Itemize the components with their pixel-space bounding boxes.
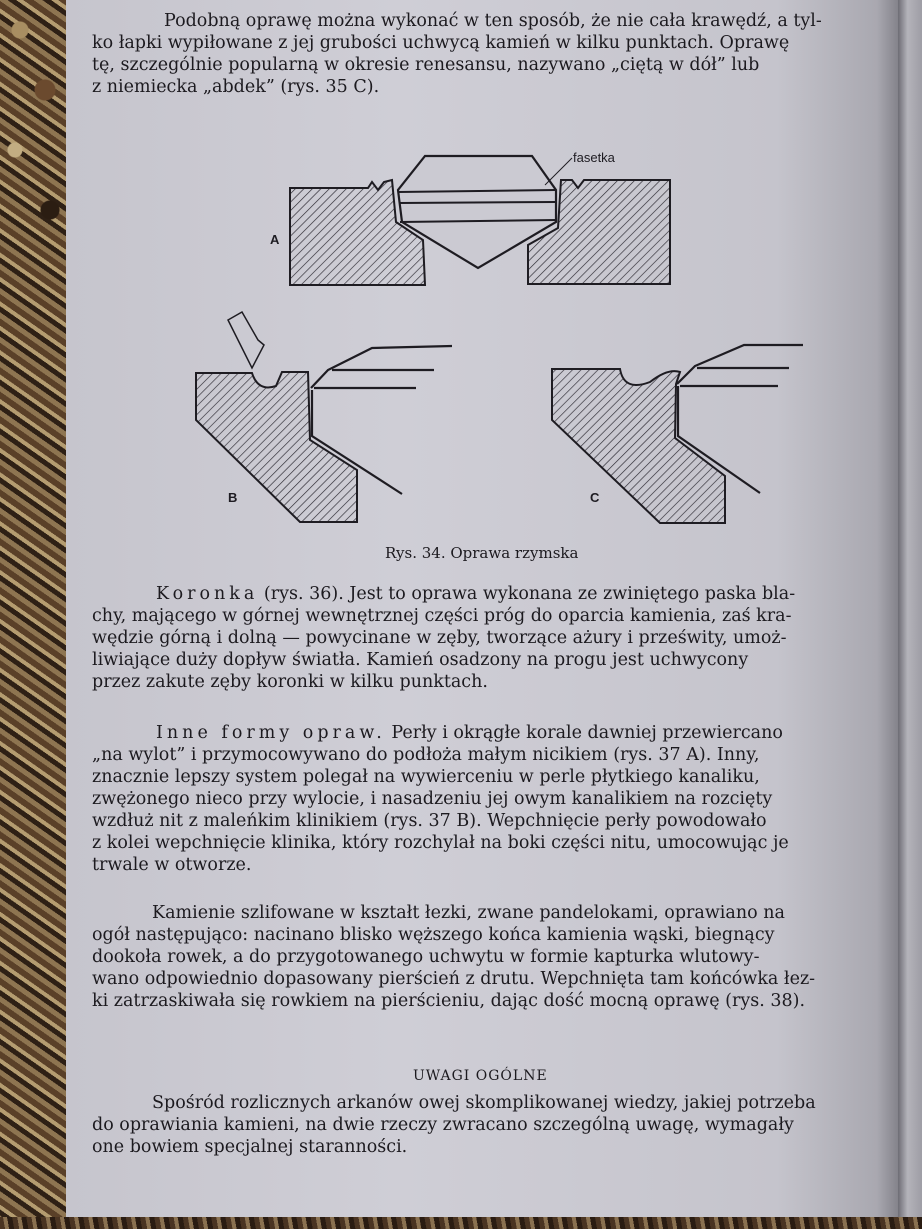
text-line: Perły i okrągłe korale dawniej przewiercano (385, 723, 783, 743)
text-line: ko łapki wypiłowane z jej grubości uchwycą kamień w kilku punktach. Oprawę (92, 33, 790, 53)
diagram-b (196, 312, 452, 522)
paragraph-inne-formy (92, 722, 882, 876)
figure-roman-setting (0, 0, 922, 540)
paragraph-uwagi (92, 1092, 882, 1158)
term-koronka: Koronka (156, 584, 259, 604)
paragraph-koronka (92, 583, 882, 693)
label-b: B (228, 490, 238, 505)
text-line: przez zakute zęby koronki w kilku punktach. (92, 672, 488, 692)
label-a: A (270, 232, 280, 247)
figure-caption: Rys. 34. Oprawa rzymska (385, 544, 579, 562)
term-inne-formy: Inne formy opraw. (156, 723, 386, 743)
paragraph-kamienie (92, 902, 882, 1012)
text-line: ogół następująco: nacinano blisko węższego końca kamienia wąski, biegnący (92, 925, 775, 945)
text-line: znacznie lepszy system polegał na wywierceniu w perle płytkiego kanaliku, (92, 767, 760, 787)
text-line: (rys. 36). Jest to oprawa wykonana ze zwiniętego paska bla- (258, 584, 796, 604)
text-line: Kamienie szlifowane w kształt łezki, zwane pandelokami, oprawiano na (152, 903, 785, 923)
text-line: wano odpowiednio dopasowany pierścień z drutu. Wepchnięta tam końcówka łez- (92, 969, 816, 989)
text-line: tę, szczególnie popularną w okresie renesansu, nazywano „ciętą w dół” lub (92, 55, 760, 75)
text-line: wędzie górną i dolną — powycinane w zęby, tworzące ażury i prześwity, umoż- (92, 628, 787, 648)
text-line: „na wylot” i przymocowywano do podłoża małym nicikiem (rys. 37 A). Inny, (92, 745, 760, 765)
section-heading: UWAGI OGÓLNE (413, 1068, 548, 1084)
text-line: Spośród rozlicznych arkanów owej skomplikowanej wiedzy, jakiej potrzeba (152, 1093, 816, 1113)
text-line: chy, mającego w górnej wewnętrznej części próg do oparcia kamienia, zaś kra- (92, 606, 792, 626)
text-line: dookoła rowek, a do przygotowanego uchwytu w formie kapturka wlutowy- (92, 947, 760, 967)
diagram-a (270, 150, 670, 285)
text-line: Podobną oprawę można wykonać w ten sposób, że nie cała krawędź, a tyl- (164, 11, 822, 31)
annotation-fasetka: fasetka (573, 150, 615, 165)
text-line: wzdłuż nit z maleńkim klinikiem (rys. 37 B). Wepchnięcie perły powodowało (92, 811, 767, 831)
text-line: z niemiecka „abdek” (rys. 35 C). (92, 77, 380, 97)
label-c: C (590, 490, 600, 505)
text-line: zwężonego nieco przy wylocie, i nasadzeniu jej owym kanalikiem na rozcięty (92, 789, 773, 809)
text-line: liwiające duży dopływ światła. Kamień osadzony na progu jest uchwycony (92, 650, 749, 670)
text-line: z kolei wepchnięcie klinika, który rozchylał na boki części nitu, umocowując je (92, 833, 789, 853)
text-line: ki zatrzaskiwała się rowkiem na pierścieniu, dając dość mocną oprawę (rys. 38). (92, 991, 806, 1011)
carpet-bottom (0, 1217, 922, 1229)
text-line: one bowiem specjalnej staranności. (92, 1137, 408, 1157)
text-line: do oprawiania kamieni, na dwie rzeczy zwracano szczególną uwagę, wymagały (92, 1115, 794, 1135)
diagram-c (552, 345, 803, 523)
text-line: trwale w otworze. (92, 855, 252, 875)
